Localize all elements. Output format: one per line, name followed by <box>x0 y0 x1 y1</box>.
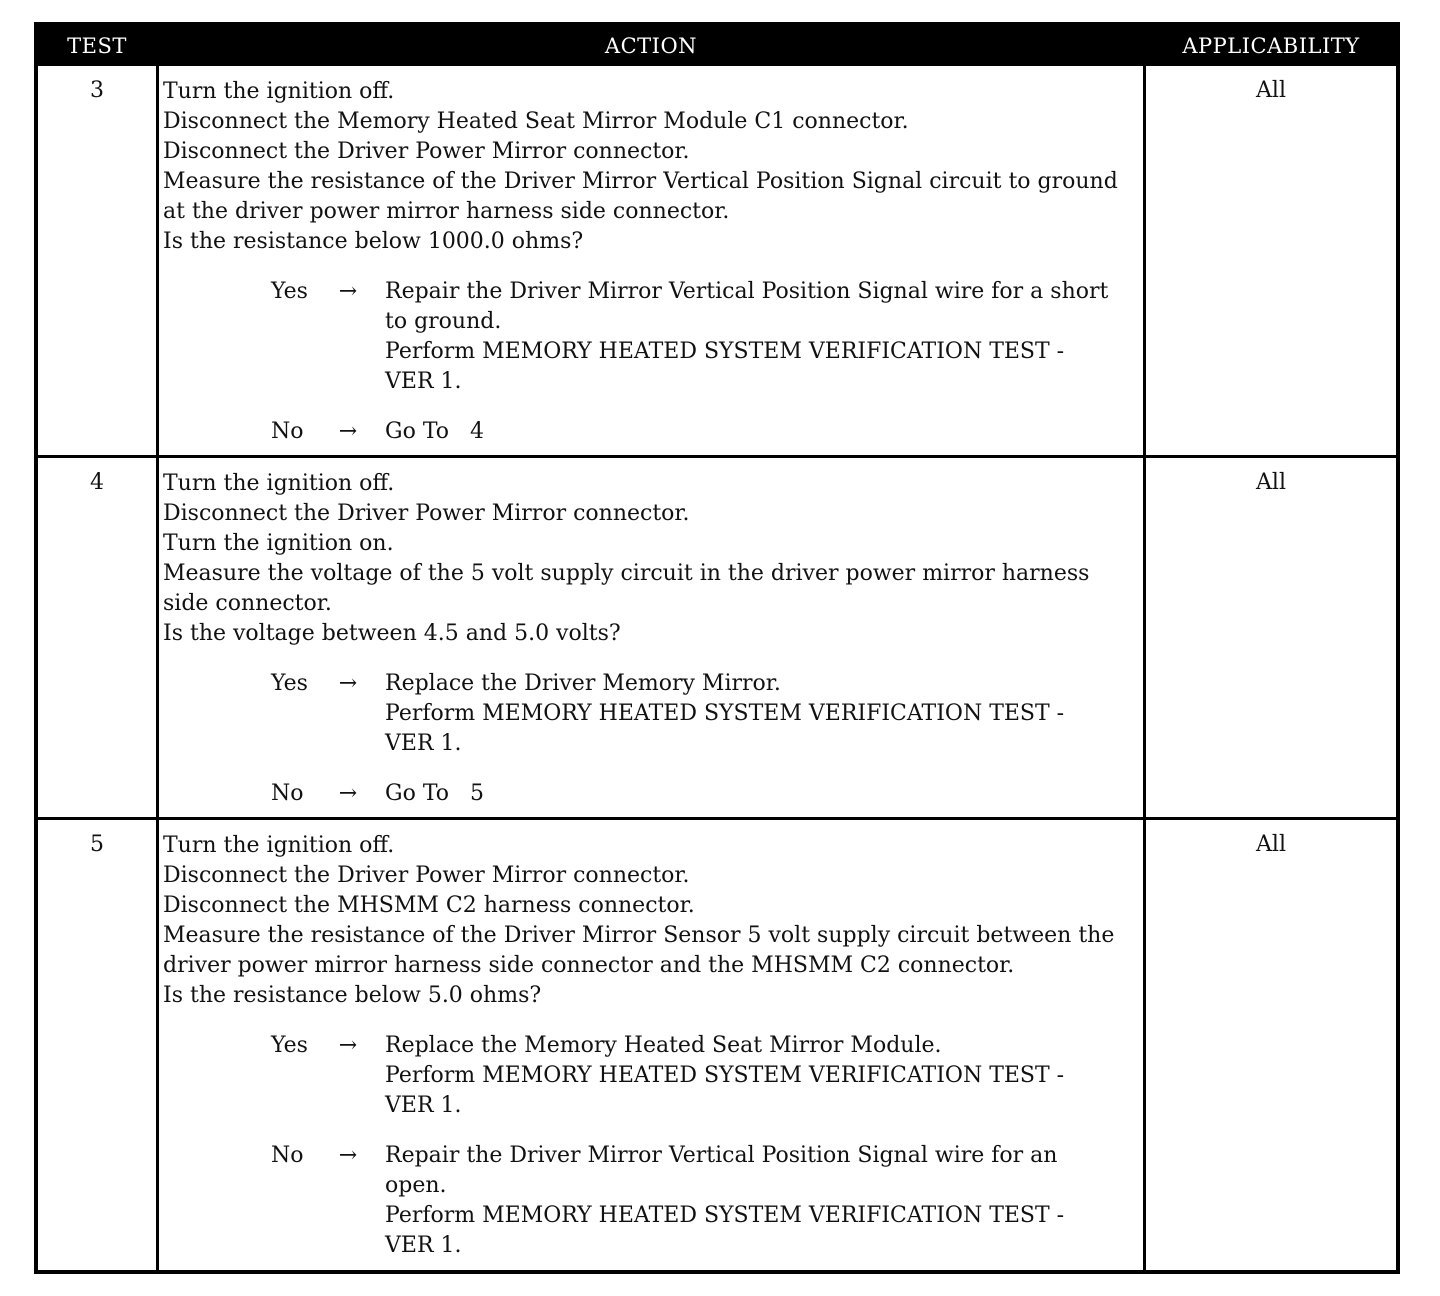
yes-label: Yes <box>271 671 308 696</box>
action-step: Turn the ignition off. <box>163 79 395 104</box>
response-line: Replace the Memory Heated Seat Mirror Module. <box>385 1033 942 1058</box>
response-line: VER 1. <box>385 1093 462 1118</box>
action-step: Turn the ignition off. <box>163 471 395 496</box>
no-label: No <box>271 781 304 806</box>
response-line: Repair the Driver Mirror Vertical Position Signal wire for an <box>385 1143 1058 1168</box>
applicability-value: All <box>1256 470 1286 495</box>
test-number: 4 <box>90 470 104 495</box>
test-number: 3 <box>90 78 104 103</box>
action-step: Disconnect the Driver Power Mirror connector. <box>163 501 690 526</box>
yes-label: Yes <box>271 279 308 304</box>
action-cell-5 <box>163 831 1143 1261</box>
diagnostic-table <box>34 22 1400 1274</box>
action-step: Disconnect the Driver Power Mirror connector. <box>163 139 690 164</box>
column-divider <box>1143 66 1146 1270</box>
no-label: No <box>271 1143 304 1168</box>
right-arrow-icon: → <box>338 671 358 696</box>
header-applicability: APPLICABILITY <box>1182 34 1360 58</box>
applicability-value: All <box>1256 832 1286 857</box>
response-line: Perform MEMORY HEATED SYSTEM VERIFICATION TEST - <box>385 339 1065 364</box>
action-step: driver power mirror harness side connector and the MHSMM C2 connector. <box>163 953 1015 978</box>
response-line: Go To 4 <box>385 419 484 444</box>
table-header <box>38 26 1396 66</box>
action-cell-4 <box>163 469 1143 809</box>
action-step: Disconnect the MHSMM C2 harness connector. <box>163 893 695 918</box>
response-line: VER 1. <box>385 731 462 756</box>
right-arrow-icon: → <box>338 1033 358 1058</box>
no-label: No <box>271 419 304 444</box>
right-arrow-icon: → <box>338 781 358 806</box>
yes-response <box>163 669 1143 759</box>
response-line: VER 1. <box>385 1233 462 1258</box>
yes-response <box>163 1031 1143 1121</box>
action-step: Disconnect the Driver Power Mirror connector. <box>163 863 690 888</box>
test-number: 5 <box>90 832 104 857</box>
response-line: Repair the Driver Mirror Vertical Position Signal wire for a short <box>385 279 1109 304</box>
action-step: Turn the ignition off. <box>163 833 395 858</box>
header-action: ACTION <box>604 34 698 58</box>
header-test: TEST <box>67 34 127 58</box>
response-line: VER 1. <box>385 369 462 394</box>
no-response <box>163 1141 1143 1261</box>
no-response <box>163 417 1143 447</box>
action-step: Is the resistance below 1000.0 ohms? <box>163 229 584 254</box>
right-arrow-icon: → <box>338 419 358 444</box>
action-cell-3 <box>163 77 1143 447</box>
response-line: Go To 5 <box>385 781 484 806</box>
action-step: Measure the voltage of the 5 volt supply circuit in the driver power mirror harness <box>163 561 1090 586</box>
column-divider <box>156 66 159 1270</box>
right-arrow-icon: → <box>338 1143 358 1168</box>
response-line: to ground. <box>385 309 502 334</box>
right-arrow-icon: → <box>338 279 358 304</box>
yes-response <box>163 277 1143 397</box>
action-step: Disconnect the Memory Heated Seat Mirror Module C1 connector. <box>163 109 909 134</box>
applicability-value: All <box>1256 78 1286 103</box>
action-step: at the driver power mirror harness side connector. <box>163 199 730 224</box>
action-step: Measure the resistance of the Driver Mirror Vertical Position Signal circuit to ground <box>163 169 1118 194</box>
action-step: Is the voltage between 4.5 and 5.0 volts? <box>163 621 621 646</box>
row-divider <box>38 455 1396 458</box>
response-line: open. <box>385 1173 447 1198</box>
action-step: Turn the ignition on. <box>163 531 394 556</box>
action-step: Measure the resistance of the Driver Mirror Sensor 5 volt supply circuit between the <box>163 923 1115 948</box>
yes-label: Yes <box>271 1033 308 1058</box>
action-step: side connector. <box>163 591 332 616</box>
response-line: Perform MEMORY HEATED SYSTEM VERIFICATION TEST - <box>385 1203 1065 1228</box>
response-line: Perform MEMORY HEATED SYSTEM VERIFICATION TEST - <box>385 1063 1065 1088</box>
row-divider <box>38 817 1396 820</box>
action-step: Is the resistance below 5.0 ohms? <box>163 983 542 1008</box>
response-line: Replace the Driver Memory Mirror. <box>385 671 781 696</box>
no-response <box>163 779 1143 809</box>
response-line: Perform MEMORY HEATED SYSTEM VERIFICATION TEST - <box>385 701 1065 726</box>
